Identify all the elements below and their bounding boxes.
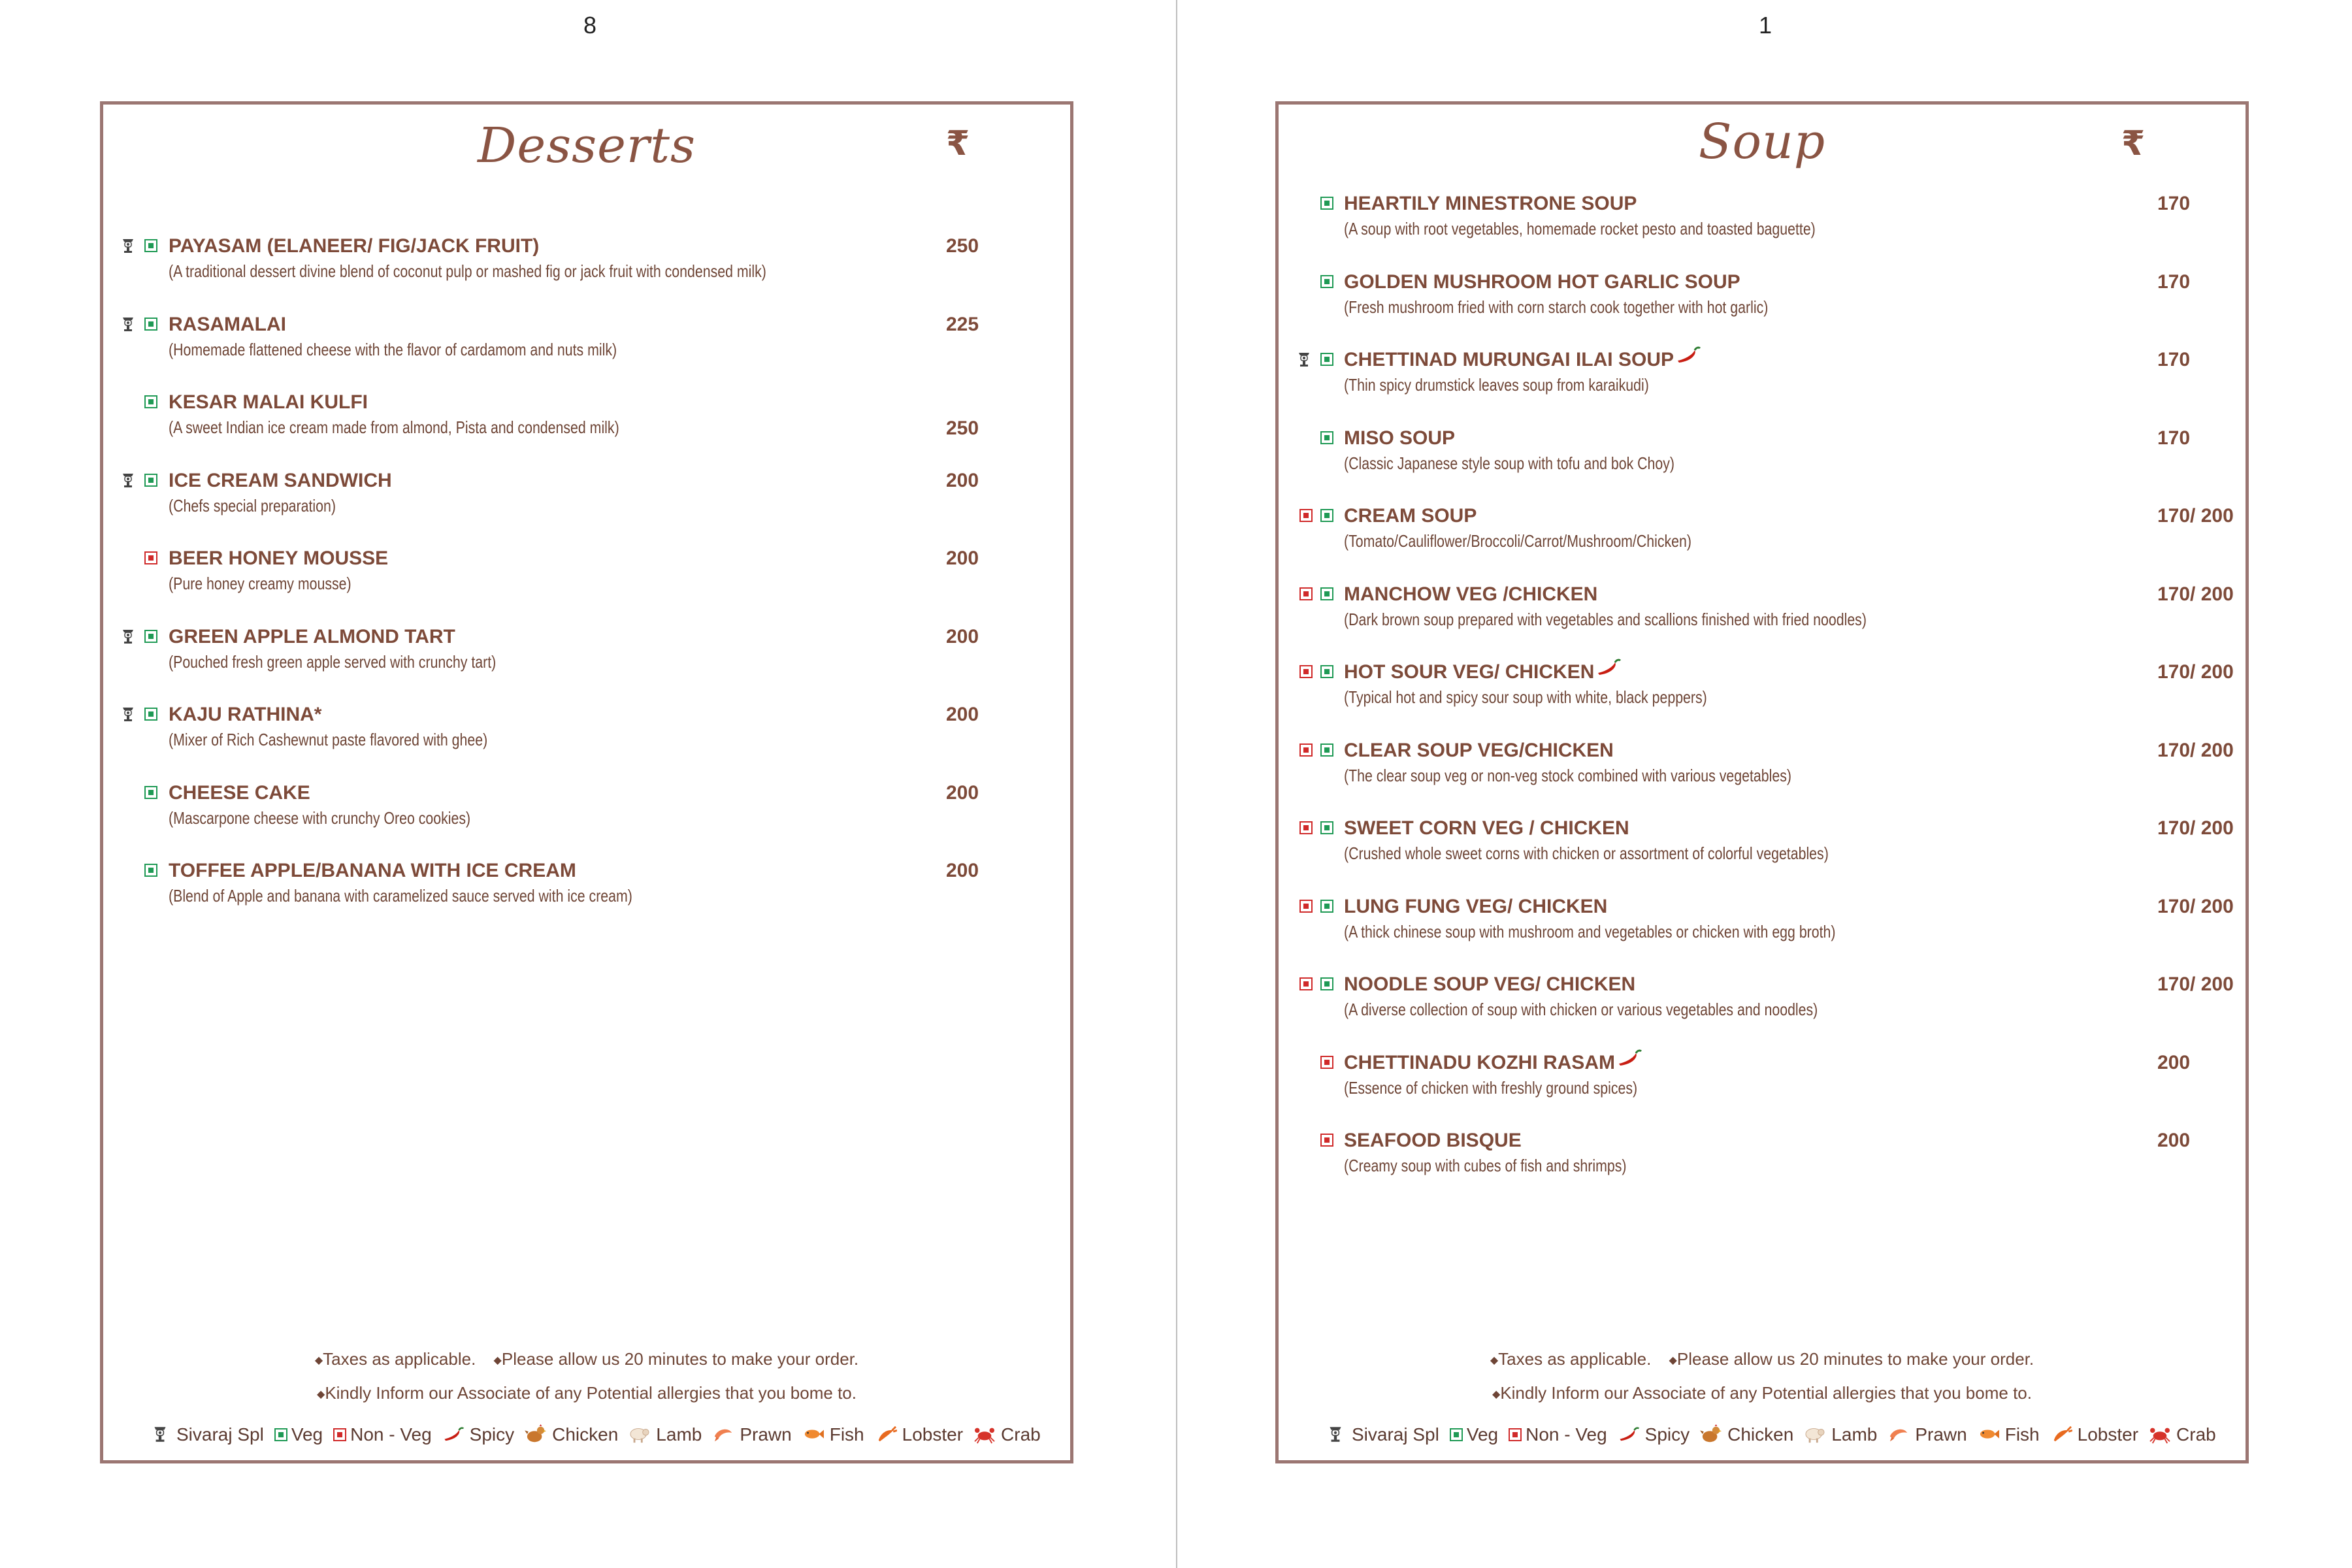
menu-item <box>1279 427 2246 493</box>
veg-marker-icon <box>1320 665 1333 678</box>
legend-item-spicy <box>442 1424 514 1445</box>
legend-item-fish <box>1978 1424 2040 1445</box>
legend-item-nonveg <box>333 1424 432 1445</box>
menu-item-name: SEAFOOD BISQUE <box>1344 1130 1522 1151</box>
menu-item <box>1279 349 2246 414</box>
nonveg-marker-icon <box>333 1428 346 1441</box>
legend-label: Fish <box>2004 1424 2040 1445</box>
menu-item-price: 200 <box>946 781 979 804</box>
menu-item <box>103 860 1070 925</box>
menu-item-name: LUNG FUNG VEG/ CHICKEN <box>1344 895 1608 917</box>
menu-item-name: GREEN APPLE ALMOND TART <box>169 625 455 647</box>
legend-label: Non - Veg <box>1526 1424 1607 1445</box>
spicy-chili-icon <box>1595 657 1622 677</box>
spicy-chili-icon <box>1675 345 1701 365</box>
legend-item-spl <box>1324 1424 1439 1445</box>
spicy-chili-icon <box>1616 1048 1642 1068</box>
spicy-chili-icon <box>1618 1424 1641 1445</box>
menu-item <box>1279 740 2246 805</box>
menu-item <box>1279 271 2246 336</box>
legend-item-lobster <box>2050 1424 2138 1445</box>
menu-item-price: 170 <box>2157 349 2191 370</box>
menu-item-price: 225 <box>946 313 979 335</box>
legend-label: Spicy <box>1644 1424 1690 1445</box>
menu-item-description: (Classic Japanese style soup with tofu and bok Choy) <box>1344 453 1675 473</box>
lobster-icon <box>875 1424 898 1445</box>
menu-item <box>1279 661 2246 727</box>
bullet-icon: ◆ <box>1490 1355 1499 1367</box>
menu-item-description: (Dark brown soup prepared with vegetables and scallions finished with fried noodles) <box>1344 609 1867 629</box>
footer-note: Kindly Inform our Associate of any Potential allergies that you bome to. <box>325 1383 857 1403</box>
desserts-page <box>100 101 1073 1463</box>
veg-marker-icon <box>144 630 157 643</box>
veg-marker-icon <box>1320 431 1333 444</box>
menu-item-description: (Homemade flattened cheese with the flavor of cardamom and nuts milk) <box>169 339 617 359</box>
menu-item-price: 200 <box>946 704 979 725</box>
menu-item-description: (Blend of Apple and banana with caramelized sauce served with ice cream) <box>169 886 632 906</box>
legend-item-crab <box>2149 1424 2216 1445</box>
menu-item-price: 200 <box>946 547 979 569</box>
legend-label: Fish <box>829 1424 864 1445</box>
bullet-icon: ◆ <box>1669 1355 1677 1367</box>
legend-item-fish <box>802 1424 864 1445</box>
legend-item-spicy <box>1618 1424 1690 1445</box>
menu-item-name: CHEESE CAKE <box>169 781 310 804</box>
menu-item-description: (Pure honey creamy mousse) <box>169 574 351 593</box>
page-number-left: 8 <box>583 12 597 39</box>
menu-item-price: 170 <box>2157 193 2191 214</box>
legend-label: Veg <box>291 1424 323 1445</box>
veg-marker-icon <box>1320 197 1333 210</box>
page-number-right: 1 <box>1758 12 1772 39</box>
menu-item-description: (Essence of chicken with freshly ground spices) <box>1344 1077 1638 1098</box>
menu-item-description: (The clear soup veg or non-veg stock combined with various vegetables) <box>1344 765 1791 785</box>
veg-marker-icon <box>1320 900 1333 913</box>
legend-item-crab <box>973 1424 1041 1445</box>
veg-marker-icon <box>144 708 157 721</box>
menu-item-price: 170 <box>2157 427 2191 449</box>
legend-label: Lamb <box>1831 1424 1878 1445</box>
legend-label: Crab <box>1001 1424 1041 1445</box>
menu-item-description: (A sweet Indian ice cream made from almond, Pista and condensed milk) <box>169 417 619 437</box>
menu-item-price: 200 <box>946 860 979 881</box>
bullet-icon: ◆ <box>317 1389 325 1401</box>
legend-item-lobster <box>875 1424 963 1445</box>
menu-item-description: (Chefs special preparation) <box>169 495 336 515</box>
menu-item-name: HOT SOUR VEG/ CHICKEN <box>1344 661 1595 683</box>
menu-item-name: SWEET CORN VEG / CHICKEN <box>1344 817 1629 839</box>
legend-label: Lamb <box>656 1424 702 1445</box>
veg-marker-icon <box>144 786 157 799</box>
sivaraj-special-icon <box>121 237 135 255</box>
menu-item-price: 170/ 200 <box>2157 661 2234 683</box>
menu-item-name: NOODLE SOUP VEG/ CHICKEN <box>1344 973 1636 995</box>
menu-item-name: CHETTINAD MURUNGAI ILAI SOUP <box>1344 349 1674 370</box>
menu-item <box>103 704 1070 769</box>
veg-marker-icon <box>1320 743 1333 757</box>
menu-item <box>1279 817 2246 883</box>
menu-item-name: PAYASAM (ELANEER/ FIG/JACK FRUIT) <box>169 235 540 257</box>
menu-item-price: 250 <box>946 417 979 439</box>
menu-item-price: 170 <box>2157 270 2191 293</box>
menu-item-price: 170/ 200 <box>2157 505 2234 527</box>
nonveg-marker-icon <box>1509 1428 1522 1441</box>
menu-item <box>103 782 1070 847</box>
sivaraj-special-icon <box>1324 1424 1348 1445</box>
menu-item-description: (Thin spicy drumstick leaves soup from karaikudi) <box>1344 375 1649 395</box>
crab-icon <box>2149 1424 2172 1445</box>
menu-item-name: MANCHOW VEG /CHICKEN <box>1344 583 1598 605</box>
soup-page <box>1275 101 2249 1463</box>
footer-note: Kindly Inform our Associate of any Potential allergies that you bome to. <box>1500 1383 2032 1403</box>
legend-label: Veg <box>1466 1424 1499 1445</box>
menu-item-name: HEARTILY MINESTRONE SOUP <box>1344 193 1637 214</box>
sivaraj-special-icon <box>121 471 135 489</box>
veg-marker-icon <box>1320 509 1333 522</box>
footer-notes-line2 <box>1279 1383 2246 1403</box>
legend <box>1324 1420 2226 1450</box>
nonveg-marker-icon <box>1299 743 1313 757</box>
footer-notes-line2 <box>103 1383 1070 1403</box>
footer-note: Taxes as applicable. <box>323 1349 476 1369</box>
menu-item <box>103 470 1070 535</box>
menu-item <box>1279 1052 2246 1117</box>
footer-note: Please allow us 20 minutes to make your order. <box>1676 1349 2034 1369</box>
menu-item-price: 170/ 200 <box>2157 583 2234 605</box>
menu-item-description: (Crushed whole sweet corns with chicken or assortment of colorful vegetables) <box>1344 843 1829 863</box>
sivaraj-special-icon <box>121 705 135 723</box>
fish-icon <box>802 1424 826 1445</box>
bullet-icon: ◆ <box>314 1355 323 1367</box>
menu-item-price: 200 <box>946 625 979 647</box>
legend-label: Prawn <box>1915 1424 1967 1445</box>
menu-item <box>103 391 1070 457</box>
nonveg-marker-icon <box>1299 977 1313 990</box>
menu-item-description: (A thick chinese soup with mushroom and vegetables or chicken with egg broth) <box>1344 921 1836 941</box>
currency-symbol: ₹ <box>946 124 970 163</box>
legend-label: Sivaraj Spl <box>176 1424 264 1445</box>
legend-item-spl <box>149 1424 264 1445</box>
nonveg-marker-icon <box>1299 821 1313 834</box>
crab-icon <box>973 1424 997 1445</box>
legend-item-lamb <box>629 1424 702 1445</box>
veg-marker-icon <box>144 395 157 408</box>
legend-label: Sivaraj Spl <box>1352 1424 1439 1445</box>
nonveg-marker-icon <box>1299 665 1313 678</box>
legend-label: Chicken <box>1727 1424 1794 1445</box>
menu-item <box>1279 1130 2246 1195</box>
legend-item-chicken <box>525 1424 618 1445</box>
bullet-icon: ◆ <box>493 1355 502 1367</box>
legend-label: Prawn <box>740 1424 792 1445</box>
veg-marker-icon <box>144 318 157 331</box>
sivaraj-special-icon <box>1297 350 1311 368</box>
legend-item-nonveg <box>1509 1424 1607 1445</box>
legend-item-prawn <box>712 1424 791 1445</box>
menu-item-description: (Pouched fresh green apple served with crunchy tart) <box>169 651 497 672</box>
menu-item-name: CREAM SOUP <box>1344 505 1477 527</box>
legend-label: Lobster <box>902 1424 964 1445</box>
legend-label: Lobster <box>2077 1424 2139 1445</box>
lobster-icon <box>2050 1424 2074 1445</box>
menu-item <box>103 547 1070 613</box>
menu-item-name: KESAR MALAI KULFI <box>169 391 368 413</box>
menu-item-price: 200 <box>2157 1130 2191 1151</box>
menu-item-price: 170/ 200 <box>2157 739 2234 761</box>
footer-note: Please allow us 20 minutes to make your order. <box>501 1349 859 1369</box>
legend-item-veg <box>1450 1424 1498 1445</box>
menu-item-name: BEER HONEY MOUSSE <box>169 547 389 569</box>
footer-note: Taxes as applicable. <box>1498 1349 1652 1369</box>
page-title: Soup <box>1698 114 1826 170</box>
menu-item-description: (Creamy soup with cubes of fish and shrimps) <box>1344 1156 1627 1175</box>
menu-item-price: 250 <box>946 235 979 257</box>
menu-item-description: (A soup with root vegetables, homemade rocket pesto and toasted baguette) <box>1344 219 1816 238</box>
legend-label: Crab <box>2176 1424 2216 1445</box>
menu-item-price: 200 <box>946 469 979 491</box>
veg-marker-icon <box>274 1428 287 1441</box>
legend-item-chicken <box>1700 1424 1793 1445</box>
veg-marker-icon <box>144 239 157 252</box>
menu-item-price: 170/ 200 <box>2157 895 2234 917</box>
menu-item <box>103 235 1070 301</box>
nonveg-marker-icon <box>1320 1056 1333 1069</box>
menu-item-name: GOLDEN MUSHROOM HOT GARLIC SOUP <box>1344 270 1740 293</box>
legend-item-lamb <box>1804 1424 1877 1445</box>
veg-marker-icon <box>1320 587 1333 600</box>
menu-item-description: (A diverse collection of soup with chicken or various vegetables and noodles) <box>1344 1000 1818 1019</box>
bullet-icon: ◆ <box>1492 1389 1501 1401</box>
nonveg-marker-icon <box>144 551 157 564</box>
menu-item <box>1279 193 2246 258</box>
menu-item-description: (Tomato/Cauliflower/Broccoli/Carrot/Mushroom/Chicken) <box>1344 531 1691 551</box>
veg-marker-icon <box>1450 1428 1463 1441</box>
legend-label: Chicken <box>552 1424 619 1445</box>
page-title: Desserts <box>478 118 696 174</box>
menu-item <box>103 314 1070 379</box>
veg-marker-icon <box>144 864 157 877</box>
sivaraj-special-icon <box>149 1424 172 1445</box>
spread-divider <box>1176 0 1177 1568</box>
veg-marker-icon <box>1320 353 1333 366</box>
menu-item-price: 170/ 200 <box>2157 973 2234 995</box>
nonveg-marker-icon <box>1299 509 1313 522</box>
menu-item <box>103 626 1070 691</box>
currency-symbol: ₹ <box>2121 124 2146 163</box>
footer-notes-line1 <box>103 1349 1070 1369</box>
lamb-icon <box>629 1424 652 1445</box>
menu-item-name: ICE CREAM SANDWICH <box>169 469 392 491</box>
fish-icon <box>1978 1424 2001 1445</box>
sivaraj-special-icon <box>121 315 135 333</box>
menu-item-name: CHETTINADU KOZHI RASAM <box>1344 1051 1615 1073</box>
menu-item-description: (Typical hot and spicy sour soup with white, black peppers) <box>1344 687 1707 707</box>
footer-notes-line1 <box>1279 1349 2246 1369</box>
nonveg-marker-icon <box>1299 587 1313 600</box>
menu-item-name: MISO SOUP <box>1344 427 1456 449</box>
veg-marker-icon <box>144 474 157 487</box>
sivaraj-special-icon <box>121 627 135 645</box>
veg-marker-icon <box>1320 977 1333 990</box>
veg-marker-icon <box>1320 275 1333 288</box>
menu-item-name: KAJU RATHINA* <box>169 704 322 725</box>
nonveg-marker-icon <box>1299 900 1313 913</box>
menu-item-price: 170/ 200 <box>2157 817 2234 839</box>
menu-item-description: (A traditional dessert divine blend of coconut pulp or mashed fig or jack fruit with condensed milk) <box>169 261 766 281</box>
nonveg-marker-icon <box>1320 1134 1333 1147</box>
prawn-icon <box>1887 1424 1911 1445</box>
spicy-chili-icon <box>442 1424 466 1445</box>
menu-item-description: (Mixer of Rich Cashewnut paste flavored with ghee) <box>169 730 488 749</box>
menu-item <box>1279 505 2246 570</box>
menu-item-name: RASAMALAI <box>169 313 286 335</box>
legend-label: Non - Veg <box>350 1424 432 1445</box>
legend <box>149 1420 1051 1450</box>
legend-label: Spicy <box>469 1424 515 1445</box>
veg-marker-icon <box>1320 821 1333 834</box>
legend-item-veg <box>274 1424 323 1445</box>
prawn-icon <box>712 1424 736 1445</box>
menu-item-description: (Mascarpone cheese with crunchy Oreo cookies) <box>169 808 471 828</box>
menu-item <box>1279 583 2246 649</box>
menu-item <box>1279 973 2246 1039</box>
menu-item <box>1279 896 2246 961</box>
menu-item-name: CLEAR SOUP VEG/CHICKEN <box>1344 739 1614 761</box>
chicken-icon <box>1700 1424 1723 1445</box>
menu-item-price: 200 <box>2157 1051 2191 1073</box>
chicken-icon <box>525 1424 548 1445</box>
menu-item-description: (Fresh mushroom fried with corn starch cook together with hot garlic) <box>1344 297 1769 317</box>
menu-item-name: TOFFEE APPLE/BANANA WITH ICE CREAM <box>169 860 576 881</box>
lamb-icon <box>1804 1424 1827 1445</box>
legend-item-prawn <box>1887 1424 1967 1445</box>
